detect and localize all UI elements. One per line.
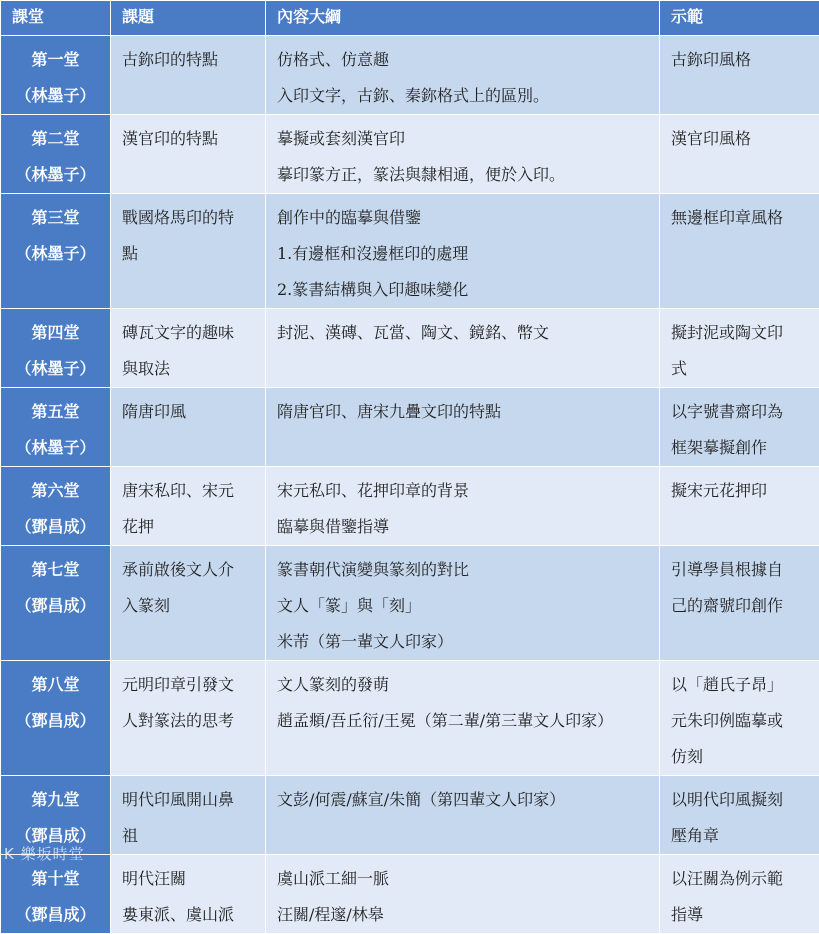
lesson-cell-line: （鄧昌成）	[1, 818, 110, 854]
topic-cell-line: 祖	[122, 818, 255, 854]
lesson-cell-line: 第一堂	[1, 42, 110, 78]
outline-cell-line: 仿格式、仿意趣	[277, 42, 649, 78]
demo-cell-line: 引導學員根據自	[671, 552, 809, 588]
demo-cell	[660, 467, 819, 546]
demo-cell-line: 壓角章	[671, 818, 809, 854]
topic-cell-line: 唐宋私印、宋元	[122, 473, 255, 509]
lesson-cell-line: 第二堂	[1, 121, 110, 157]
outline-cell-line: 宋元私印、花押印章的背景	[277, 473, 649, 509]
outline-cell	[266, 467, 660, 546]
outline-cell-line: 1.有邊框和沒邊框印的處理	[277, 236, 649, 272]
table-row	[1, 36, 819, 115]
lesson-cell-line: 第三堂	[1, 200, 110, 236]
demo-cell	[660, 115, 819, 194]
outline-cell-line: 米芾（第一輩文人印家）	[277, 624, 649, 660]
lesson-cell-line: （鄧昌成）	[1, 588, 110, 624]
outline-cell-line: 篆書朝代演變與篆刻的對比	[277, 552, 649, 588]
topic-cell-line: 戰國烙馬印的特	[122, 200, 255, 236]
lesson-cell-line: 第四堂	[1, 315, 110, 351]
lesson-cell-line: （林墨子）	[1, 236, 110, 272]
topic-cell-line: 花押	[122, 509, 255, 545]
lesson-cell	[1, 194, 111, 309]
lesson-cell-line: 第七堂	[1, 552, 110, 588]
demo-cell-line: 無邊框印章風格	[671, 200, 809, 236]
lesson-cell	[1, 467, 111, 546]
lesson-cell-line: （林墨子）	[1, 78, 110, 114]
outline-cell	[266, 855, 660, 934]
demo-cell	[660, 388, 819, 467]
demo-cell-line: 古鉨印風格	[671, 42, 809, 78]
outline-cell-line: 摹印篆方正，篆法與隸相通，便於入印。	[277, 157, 649, 193]
topic-cell	[111, 661, 266, 776]
outline-cell-line: 虞山派工細一脈	[277, 861, 649, 897]
topic-cell-line: 古鉨印的特點	[122, 42, 255, 78]
demo-cell-line: 式	[671, 351, 809, 387]
topic-cell	[111, 388, 266, 467]
outline-cell-line: 文彭/何震/蘇宣/朱簡（第四輩文人印家）	[277, 782, 649, 818]
outline-cell	[266, 661, 660, 776]
header-demo: 示範	[660, 1, 819, 36]
outline-cell	[266, 546, 660, 661]
topic-cell-line: 婁東派、虞山派	[122, 897, 255, 933]
lesson-cell-line: （林墨子）	[1, 351, 110, 387]
topic-cell-line: 明代汪關	[122, 861, 255, 897]
topic-cell	[111, 546, 266, 661]
outline-cell	[266, 309, 660, 388]
demo-cell-line: 指導	[671, 897, 809, 933]
demo-cell-line: 漢官印風格	[671, 121, 809, 157]
outline-cell-line: 文人「篆」與「刻」	[277, 588, 649, 624]
demo-cell-line: 以汪關為例示範	[671, 861, 809, 897]
demo-cell-line: 以明代印風擬刻	[671, 782, 809, 818]
header-lesson: 課堂	[1, 1, 111, 36]
table-row	[1, 115, 819, 194]
demo-cell-line: 己的齋號印創作	[671, 588, 809, 624]
topic-cell-line: 明代印風開山鼻	[122, 782, 255, 818]
outline-cell-line: 隋唐官印、唐宋九疊文印的特點	[277, 394, 649, 430]
demo-cell-line: 框架摹擬創作	[671, 430, 809, 466]
table-row	[1, 467, 819, 546]
demo-cell-line: 仿刻	[671, 739, 809, 775]
outline-cell-line: 趙孟頫/吾丘衍/王冕（第二輩/第三輩文人印家）	[277, 703, 649, 739]
topic-cell-line: 隋唐印風	[122, 394, 255, 430]
header-outline: 內容大綱	[266, 1, 660, 36]
table-row	[1, 194, 819, 309]
demo-cell-line: 元朱印例臨摹或	[671, 703, 809, 739]
topic-cell	[111, 776, 266, 855]
lesson-cell	[1, 36, 111, 115]
header-row	[1, 1, 819, 36]
topic-cell-line: 磚瓦文字的趣味	[122, 315, 255, 351]
lesson-cell-line: 第六堂	[1, 473, 110, 509]
lesson-cell	[1, 115, 111, 194]
lesson-cell	[1, 855, 111, 934]
lesson-cell	[1, 546, 111, 661]
table-row	[1, 546, 819, 661]
topic-cell-line: 元明印章引發文	[122, 667, 255, 703]
outline-cell	[266, 36, 660, 115]
table-row	[1, 309, 819, 388]
lesson-cell	[1, 309, 111, 388]
topic-cell-line: 點	[122, 236, 255, 272]
outline-cell-line: 2.篆書結構與入印趣味變化	[277, 272, 649, 308]
demo-cell	[660, 309, 819, 388]
demo-cell	[660, 661, 819, 776]
outline-cell-line: 臨摹與借鑒指導	[277, 509, 649, 545]
lesson-cell-line: （鄧昌成）	[1, 509, 110, 545]
watermark-logo: K 樂坂時堂	[4, 843, 85, 864]
topic-cell-line: 承前啟後文人介	[122, 552, 255, 588]
outline-cell	[266, 115, 660, 194]
demo-cell-line: 擬宋元花押印	[671, 473, 809, 509]
outline-cell-line: 摹擬或套刻漢官印	[277, 121, 649, 157]
lesson-cell	[1, 388, 111, 467]
topic-cell-line: 人對篆法的思考	[122, 703, 255, 739]
demo-cell-line: 以字號書齋印為	[671, 394, 809, 430]
demo-cell	[660, 36, 819, 115]
lesson-cell-line: （鄧昌成）	[1, 897, 110, 933]
lesson-cell-line: 第五堂	[1, 394, 110, 430]
outline-cell-line: 文人篆刻的發萌	[277, 667, 649, 703]
lesson-cell-line: （鄧昌成）	[1, 703, 110, 739]
topic-cell	[111, 194, 266, 309]
table-row	[1, 388, 819, 467]
topic-cell-line: 入篆刻	[122, 588, 255, 624]
lesson-cell	[1, 661, 111, 776]
lesson-cell-line: 第九堂	[1, 782, 110, 818]
table-row	[1, 855, 819, 934]
outline-cell	[266, 388, 660, 467]
demo-cell	[660, 546, 819, 661]
demo-cell	[660, 776, 819, 855]
table-row	[1, 661, 819, 776]
topic-cell	[111, 309, 266, 388]
lesson-cell-line: （林墨子）	[1, 430, 110, 466]
topic-cell-line: 漢官印的特點	[122, 121, 255, 157]
lesson-cell-line: 第八堂	[1, 667, 110, 703]
lesson-cell-line: 第十堂	[1, 861, 110, 897]
demo-cell-line: 擬封泥或陶文印	[671, 315, 809, 351]
outline-cell-line: 封泥、漢磚、瓦當、陶文、鏡銘、幣文	[277, 315, 649, 351]
outline-cell	[266, 776, 660, 855]
outline-cell	[266, 194, 660, 309]
outline-cell-line: 汪關/程邃/林皋	[277, 897, 649, 933]
lesson-cell-line: （林墨子）	[1, 157, 110, 193]
topic-cell	[111, 115, 266, 194]
outline-cell-line: 入印文字，古鉨、秦鉨格式上的區別。	[277, 78, 649, 114]
topic-cell	[111, 855, 266, 934]
demo-cell	[660, 194, 819, 309]
topic-cell	[111, 467, 266, 546]
demo-cell	[660, 855, 819, 934]
topic-cell-line: 與取法	[122, 351, 255, 387]
topic-cell	[111, 36, 266, 115]
header-topic: 課題	[111, 1, 266, 36]
table-row	[1, 776, 819, 855]
outline-cell-line: 創作中的臨摹與借鑒	[277, 200, 649, 236]
demo-cell-line: 以「趙氏子昂」	[671, 667, 809, 703]
